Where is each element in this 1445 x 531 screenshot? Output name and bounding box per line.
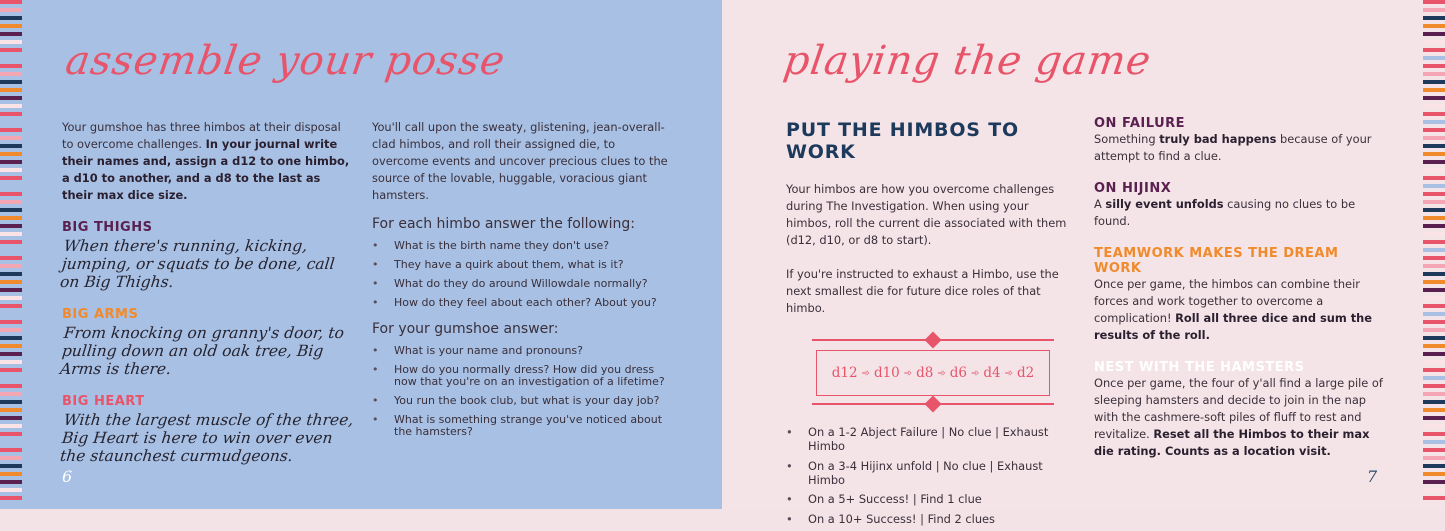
edge-stripe xyxy=(0,120,22,124)
intro-bold-text: In your journal write their names and, assign a d12 to one himbo, a d10 to another, and a d8 to the last as their max dice size. xyxy=(62,137,350,202)
edge-stripe xyxy=(0,360,22,364)
list-item: • They have a quirk about them, what is it? xyxy=(372,259,672,271)
edge-stripe xyxy=(1423,32,1445,36)
edge-stripe xyxy=(0,376,22,380)
edge-stripe xyxy=(1423,56,1445,60)
edge-stripe xyxy=(0,56,22,60)
edge-stripe xyxy=(1423,152,1445,156)
edge-stripe xyxy=(0,160,22,164)
die-d4: d4 xyxy=(983,365,1001,381)
edge-stripe xyxy=(0,64,22,68)
die-d12: d12 xyxy=(831,365,858,381)
right-edge-stripes xyxy=(1423,0,1445,509)
text-span: Once per game, the himbos can combine their forces and work together to overcome a complication! xyxy=(1094,277,1360,325)
edge-stripe xyxy=(0,216,22,220)
edge-stripe xyxy=(1423,104,1445,108)
edge-stripe xyxy=(0,496,22,500)
edge-stripe xyxy=(0,16,22,20)
list-item: • On a 1-2 Abject Failure | No clue | Exhaust Himbo xyxy=(786,425,1076,453)
list-item: • How do you normally dress? How did you dress now that you're on an investigation of a lifetime? xyxy=(372,364,672,388)
arrow-icon: ➾ xyxy=(971,367,980,379)
edge-stripe xyxy=(1423,200,1445,204)
edge-stripe xyxy=(0,432,22,436)
edge-stripe xyxy=(0,168,22,172)
edge-stripe xyxy=(0,40,22,44)
edge-stripe xyxy=(1423,384,1445,388)
edge-stripe xyxy=(1423,48,1445,52)
edge-stripe xyxy=(1423,432,1445,436)
edge-stripe xyxy=(1423,400,1445,404)
edge-stripe xyxy=(1423,248,1445,252)
list-item: • On a 5+ Success! | Find 1 clue xyxy=(786,492,1076,506)
right-column-1 xyxy=(786,116,1076,531)
list-item: • On a 10+ Success! | Find 2 clues xyxy=(786,512,1076,526)
col2-intro-paragraph: You'll call upon the sweaty, glistening, jean-overall-clad himbos, and roll their assigned die, to overcome events and uncover precious clues to the source of the lovable, huggable, voracious giant hamsters. xyxy=(372,120,668,202)
edge-stripe xyxy=(1423,352,1445,356)
diamond-ornament-icon xyxy=(925,396,942,413)
edge-stripe xyxy=(1423,160,1445,164)
right-column-2 xyxy=(1094,116,1384,460)
spacer xyxy=(1094,165,1384,181)
bold-span: silly event unfolds xyxy=(1105,197,1224,211)
diamond-ornament-icon xyxy=(925,332,942,349)
edge-stripe xyxy=(0,272,22,276)
edge-stripe xyxy=(1423,128,1445,132)
text-span: causing no clues to be found. xyxy=(1094,197,1356,228)
edge-stripe xyxy=(0,472,22,476)
nest-text xyxy=(1094,375,1384,460)
edge-stripe xyxy=(0,24,22,28)
edge-stripe xyxy=(0,416,22,420)
paragraph-himbos-overview: Your himbos are how you overcome challenges during The Investigation. When using your himbos, roll the current die associated with them (d12, d10, or d8 to start). xyxy=(786,182,1067,247)
edge-stripe xyxy=(0,328,22,332)
edge-stripe xyxy=(1423,224,1445,228)
edge-stripe xyxy=(1423,40,1445,44)
die-d8: d8 xyxy=(916,365,934,381)
edge-stripe xyxy=(0,144,22,148)
list-item: • What is something strange you've noticed about the hamsters? xyxy=(372,414,672,438)
edge-stripe xyxy=(0,32,22,36)
edge-stripe xyxy=(0,152,22,156)
on-hijinx-text xyxy=(1094,196,1384,230)
edge-stripe xyxy=(0,336,22,340)
edge-stripe xyxy=(0,176,22,180)
arrow-icon: ➾ xyxy=(937,367,946,379)
edge-stripe xyxy=(0,312,22,316)
gumshoe-questions-heading: For your gumshoe answer: xyxy=(372,321,559,337)
edge-stripe xyxy=(1423,184,1445,188)
edge-stripe xyxy=(0,352,22,356)
list-item: • What is the birth name they don't use? xyxy=(372,240,672,252)
edge-stripe xyxy=(1423,256,1445,260)
on-hijinx-heading: ON HIJINX xyxy=(1094,181,1172,196)
teamwork-text xyxy=(1094,276,1384,344)
teamwork-heading: TEAMWORK MAKES THE DREAM WORK xyxy=(1094,246,1339,276)
list-item: • What do they do around Willowdale normally? xyxy=(372,278,672,290)
edge-stripe xyxy=(1423,360,1445,364)
bold-span: Reset all the Himbos to their max die rating. Counts as a location visit. xyxy=(1094,427,1370,458)
edge-stripe xyxy=(1423,288,1445,292)
edge-stripe xyxy=(1423,272,1445,276)
edge-stripe xyxy=(0,384,22,388)
edge-stripe xyxy=(0,344,22,348)
edge-stripe xyxy=(0,232,22,236)
himbo-heading-big-heart: BIG HEART xyxy=(62,394,145,409)
edge-stripe xyxy=(1423,24,1445,28)
roll-outcomes-list xyxy=(786,425,1076,526)
text-span: Once per game, the four of y'all find a large pile of sleeping hamsters and decide to join in the nap with the cashmere-soft piles of fluff to rest and revitalize. xyxy=(1094,376,1383,441)
arrow-icon: ➾ xyxy=(903,367,913,379)
edge-stripe xyxy=(1423,408,1445,412)
edge-stripe xyxy=(0,440,22,444)
arrow-icon: ➾ xyxy=(861,367,870,379)
edge-stripe xyxy=(1423,344,1445,348)
on-failure-text xyxy=(1094,131,1384,165)
die-d10: d10 xyxy=(873,365,900,381)
edge-stripe xyxy=(1423,320,1445,324)
list-item: • You run the book club, but what is your day job? xyxy=(372,395,672,407)
edge-stripe xyxy=(0,288,22,292)
list-item: • How do they feel about each other? About you? xyxy=(372,297,672,309)
edge-stripe xyxy=(1423,496,1445,500)
edge-stripe xyxy=(0,224,22,228)
page-title: assemble your posse xyxy=(62,38,509,84)
edge-stripe xyxy=(0,448,22,452)
edge-stripe xyxy=(1423,176,1445,180)
edge-stripe xyxy=(1423,216,1445,220)
edge-stripe xyxy=(1423,112,1445,116)
left-column-2 xyxy=(372,119,672,445)
list-item: • On a 3-4 Hijinx unfold | No clue | Exhaust Himbo xyxy=(786,459,1076,487)
text-span: A xyxy=(1094,197,1106,211)
himbo-description-big-thighs: When there's running, kicking, jumping, or squats to be done, call on Big Thighs. xyxy=(59,237,336,291)
himbo-questions-list xyxy=(372,240,672,309)
edge-stripe xyxy=(0,72,22,76)
left-page xyxy=(0,0,722,509)
edge-stripe xyxy=(0,0,22,4)
edge-stripe xyxy=(1423,136,1445,140)
edge-stripe xyxy=(0,48,22,52)
edge-stripe xyxy=(1423,488,1445,492)
edge-stripe xyxy=(1423,480,1445,484)
edge-stripe xyxy=(0,8,22,12)
die-chain-figure xyxy=(812,339,1054,403)
edge-stripe xyxy=(0,240,22,244)
edge-stripe xyxy=(1423,168,1445,172)
edge-stripe xyxy=(1423,232,1445,236)
himbo-description-big-arms: From knocking on granny's door, to pulling down an old oak tree, Big Arms is there. xyxy=(59,324,345,378)
spacer xyxy=(1094,344,1384,360)
edge-stripe xyxy=(0,320,22,324)
edge-stripe xyxy=(1423,456,1445,460)
edge-stripe xyxy=(1423,296,1445,300)
intro-text: Your gumshoe has three himbos at their disposal to overcome challenges. xyxy=(62,120,341,151)
intro-paragraph xyxy=(62,119,352,204)
edge-stripe xyxy=(0,192,22,196)
edge-stripe xyxy=(1423,16,1445,20)
edge-stripe xyxy=(1423,392,1445,396)
edge-stripe xyxy=(0,112,22,116)
edge-stripe xyxy=(1423,64,1445,68)
edge-stripe xyxy=(1423,376,1445,380)
gumshoe-questions-list xyxy=(372,345,672,438)
edge-stripe xyxy=(1423,280,1445,284)
on-failure-heading: ON FAILURE xyxy=(1094,116,1186,131)
edge-stripe xyxy=(1423,8,1445,12)
edge-stripe xyxy=(0,464,22,468)
edge-stripe xyxy=(0,296,22,300)
edge-stripe xyxy=(1423,368,1445,372)
edge-stripe xyxy=(1423,80,1445,84)
edge-stripe xyxy=(0,104,22,108)
die-d6: d6 xyxy=(949,365,968,381)
himbo-heading-big-arms: BIG ARMS xyxy=(62,307,139,322)
edge-stripe xyxy=(0,304,22,308)
edge-stripe xyxy=(0,368,22,372)
page-number-left: 6 xyxy=(62,467,73,486)
himbo-description-big-heart: With the largest muscle of the three, Big Heart is here to win over even the staunchest curmudgeons. xyxy=(59,411,355,465)
edge-stripe xyxy=(0,80,22,84)
edge-stripe xyxy=(0,456,22,460)
edge-stripe xyxy=(0,256,22,260)
edge-stripe xyxy=(0,280,22,284)
left-column-1 xyxy=(59,119,355,465)
edge-stripe xyxy=(1423,448,1445,452)
edge-stripe xyxy=(0,424,22,428)
edge-stripe xyxy=(1423,312,1445,316)
page-number-right: 7 xyxy=(1367,467,1378,486)
edge-stripe xyxy=(1423,88,1445,92)
edge-stripe xyxy=(0,128,22,132)
edge-stripe xyxy=(0,136,22,140)
edge-stripe xyxy=(1423,472,1445,476)
edge-stripe xyxy=(1423,96,1445,100)
edge-stripe xyxy=(1423,264,1445,268)
edge-stripe xyxy=(0,392,22,396)
die-d2: d2 xyxy=(1017,365,1035,381)
text-span: because of your attempt to find a clue. xyxy=(1094,132,1372,163)
edge-stripe xyxy=(1423,144,1445,148)
left-edge-stripes xyxy=(0,0,22,509)
edge-stripe xyxy=(0,208,22,212)
edge-stripe xyxy=(0,184,22,188)
edge-stripe xyxy=(1423,416,1445,420)
list-item: • What is your name and pronouns? xyxy=(372,345,672,357)
edge-stripe xyxy=(1423,424,1445,428)
edge-stripe xyxy=(0,96,22,100)
edge-stripe xyxy=(0,88,22,92)
himbo-questions-heading: For each himbo answer the following: xyxy=(372,216,635,232)
edge-stripe xyxy=(0,400,22,404)
arrow-icon: ➾ xyxy=(1004,367,1014,379)
text-span: Something xyxy=(1094,132,1160,146)
edge-stripe xyxy=(0,488,22,492)
edge-stripe xyxy=(1423,72,1445,76)
spacer xyxy=(1094,230,1384,246)
section-heading: PUT THE HIMBOS TO WORK xyxy=(786,119,1019,163)
edge-stripe xyxy=(1423,120,1445,124)
nest-heading: NEST WITH THE HAMSTERS xyxy=(1094,360,1305,375)
edge-stripe xyxy=(0,264,22,268)
edge-stripe xyxy=(1423,192,1445,196)
edge-stripe xyxy=(1423,464,1445,468)
edge-stripe xyxy=(1423,336,1445,340)
page-title: playing the game xyxy=(780,38,1155,84)
edge-stripe xyxy=(0,200,22,204)
himbo-heading-big-thighs: BIG THIGHS xyxy=(62,220,153,235)
right-page xyxy=(722,0,1445,526)
edge-stripe xyxy=(1423,0,1445,4)
die-chain-box xyxy=(816,350,1050,396)
bold-span: truly bad happens xyxy=(1159,132,1277,146)
edge-stripe xyxy=(0,480,22,484)
edge-stripe xyxy=(0,248,22,252)
bold-span: Roll all three dice and sum the results of the roll. xyxy=(1094,311,1372,342)
edge-stripe xyxy=(1423,240,1445,244)
edge-stripe xyxy=(1423,304,1445,308)
edge-stripe xyxy=(1423,440,1445,444)
edge-stripe xyxy=(1423,208,1445,212)
paragraph-exhaust-rule: If you're instructed to exhaust a Himbo, use the next smallest die for future dice roles of that himbo. xyxy=(786,267,1059,315)
edge-stripe xyxy=(0,408,22,412)
edge-stripe xyxy=(1423,328,1445,332)
